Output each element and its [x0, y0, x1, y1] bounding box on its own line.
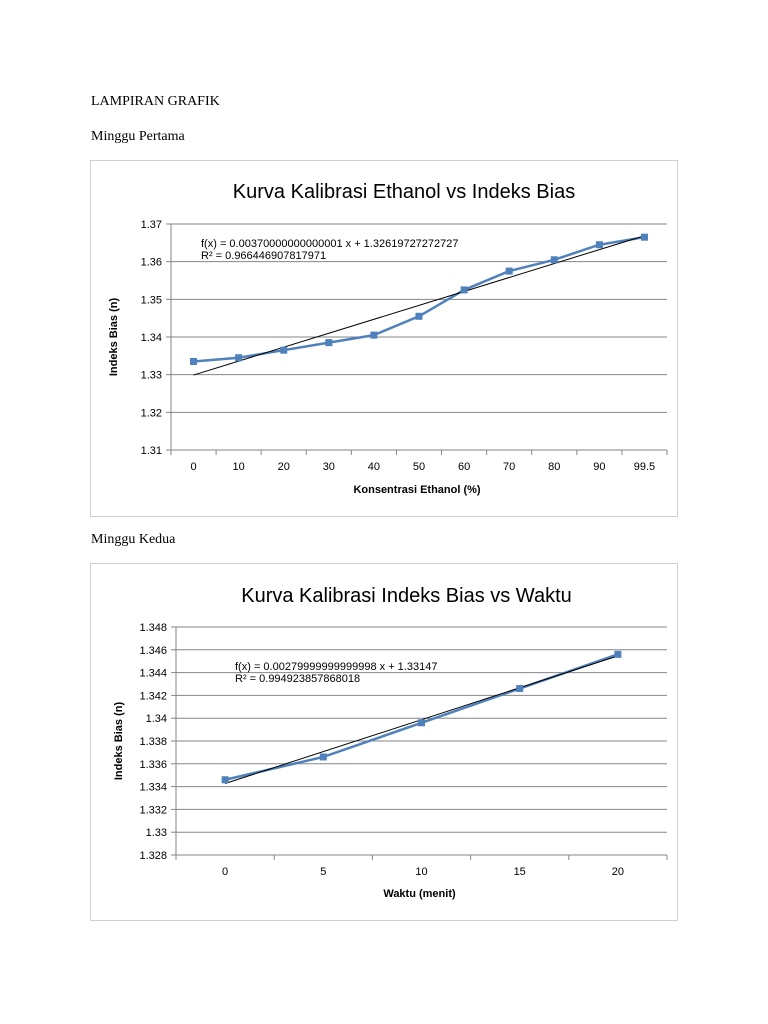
data-point: [641, 234, 648, 241]
section-heading-week-2: Minggu Kedua: [91, 532, 176, 547]
x-tick-label: 10: [415, 866, 428, 878]
y-tick-label: 1.342: [139, 690, 167, 703]
data-point: [280, 347, 287, 354]
y-axis-label: Indeks Bias (n): [113, 701, 125, 781]
y-tick-label: 1.346: [139, 644, 167, 657]
chart-2-svg: [91, 564, 677, 920]
data-point: [190, 358, 197, 365]
x-tick-label: 20: [277, 461, 290, 473]
data-point: [416, 313, 423, 320]
x-tick-label: 20: [611, 866, 625, 878]
x-axis-label: Waktu (menit): [383, 888, 456, 900]
chart-title: Kurva Kalibrasi Indeks Bias vs Waktu: [241, 585, 572, 607]
section-heading-week-1: Minggu Pertama: [91, 129, 185, 144]
x-tick-label: 99.5: [633, 461, 656, 473]
y-axis-label: Indeks Bias (n): [108, 297, 120, 377]
y-tick-label: 1.36: [140, 256, 162, 269]
y-tick-label: 1.34: [140, 332, 162, 344]
x-tick-label: 15: [513, 866, 526, 878]
y-tick-label: 1.348: [139, 622, 167, 634]
x-tick-label: 50: [412, 461, 426, 473]
x-tick-label: 70: [503, 461, 516, 473]
x-tick-label: 10: [232, 461, 245, 473]
trendline-equation: f(x) = 0.00370000000000001 x + 1.32619727272727: [201, 238, 459, 250]
x-tick-label: 40: [367, 461, 381, 473]
y-tick-label: 1.33: [145, 827, 167, 840]
x-tick-label: 30: [322, 461, 335, 473]
y-tick-label: 1.32: [140, 407, 162, 420]
data-point: [325, 339, 332, 346]
trendline-r-squared: R² = 0.966446907817971: [201, 250, 327, 262]
chart-title: Kurva Kalibrasi Ethanol vs Indeks Bias: [232, 181, 576, 203]
data-point: [516, 685, 523, 692]
y-tick-label: 1.34: [145, 713, 167, 726]
data-point: [418, 719, 425, 726]
y-tick-label: 1.35: [140, 294, 162, 307]
y-tick-label: 1.31: [140, 445, 162, 457]
data-point: [596, 241, 603, 248]
x-axis-label: Konsentrasi Ethanol (%): [353, 484, 481, 496]
data-point: [614, 651, 621, 658]
y-tick-label: 1.37: [140, 219, 162, 231]
data-point: [506, 268, 513, 275]
x-tick-label: 90: [593, 461, 606, 473]
y-tick-label: 1.344: [139, 667, 167, 680]
data-point: [320, 753, 327, 760]
trendline-equation: f(x) = 0.00279999999999998 x + 1.33147: [235, 661, 438, 673]
x-tick-label: 0: [190, 461, 197, 473]
x-tick-label: 5: [320, 866, 327, 878]
data-point: [370, 332, 377, 339]
data-point: [222, 776, 229, 783]
y-tick-label: 1.33: [140, 369, 162, 382]
chart-1-svg: [91, 161, 677, 516]
x-tick-label: 0: [222, 866, 229, 878]
y-tick-label: 1.336: [139, 758, 167, 771]
chart-ethanol-vs-refractive-index: [90, 160, 678, 517]
data-point: [235, 354, 242, 361]
y-tick-label: 1.334: [139, 781, 167, 794]
document-heading: LAMPIRAN GRAFIK: [91, 94, 220, 109]
y-tick-label: 1.338: [139, 736, 167, 748]
y-tick-label: 1.328: [139, 850, 167, 862]
trendline-r-squared: R² = 0.994923857868018: [235, 673, 361, 685]
chart-refractive-index-vs-time: [90, 563, 678, 921]
data-point: [461, 286, 468, 293]
x-tick-label: 80: [548, 461, 561, 473]
y-tick-label: 1.332: [139, 804, 167, 817]
x-tick-label: 60: [457, 461, 471, 473]
data-point: [551, 256, 558, 263]
